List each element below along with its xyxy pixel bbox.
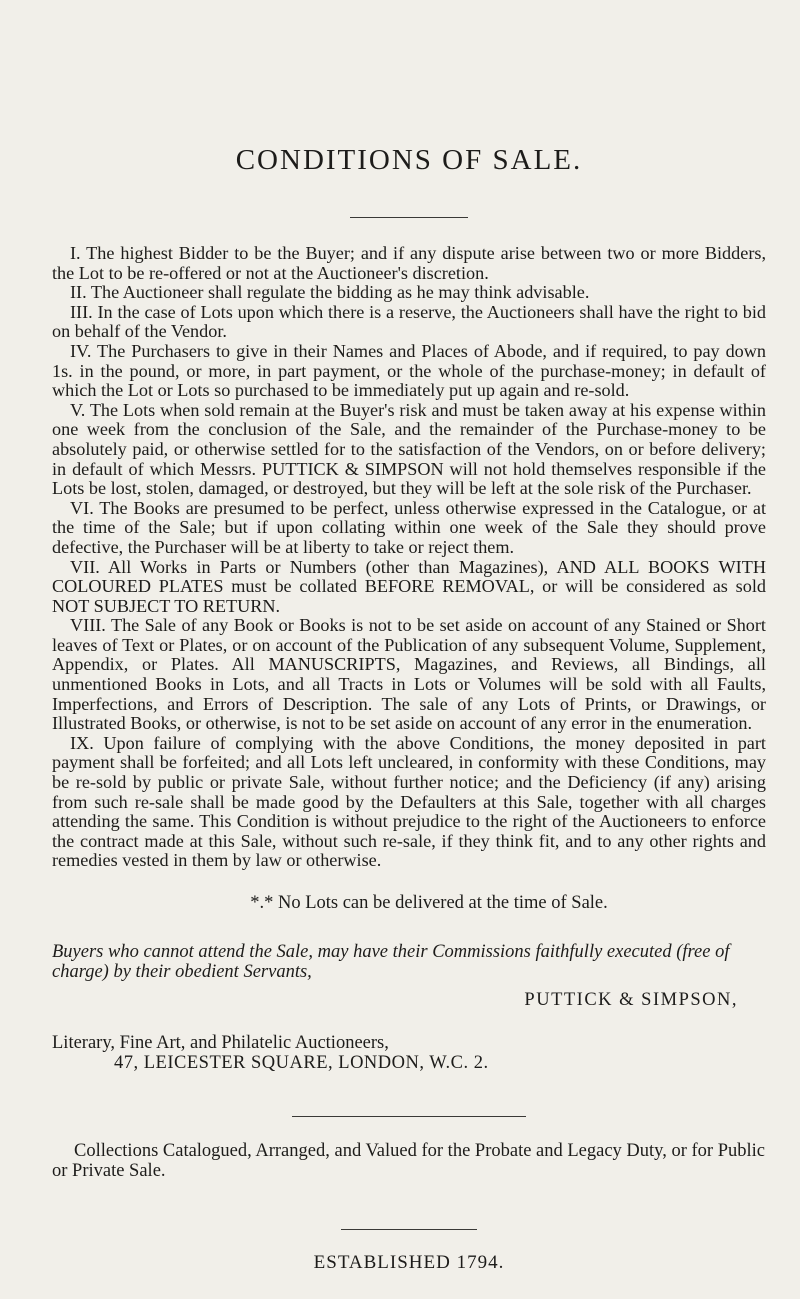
delivery-note: *.* No Lots can be delivered at the time of Sale. [250,893,608,913]
condition-5: V. The Lots when sold remain at the Buyer's risk and must be taken away at his expense within one week from the conclusion of the Sale, and the remainder of the Purchase-money to be absolutely paid, or otherwise settled for to the satisfaction of the Vendors, on or before delivery; in default of which Messrs. PUTTICK & SIMPSON will not hold themselves responsible if the Lots be lost, stolen, damaged, or destroyed, but they will be left at the sole risk of the Purchaser. [52,399,766,499]
condition-2: II. The Auctioneer shall regulate the bidding as he may think advisable. [70,282,590,303]
established-line: ESTABLISHED 1794. [313,1252,505,1273]
firm-address: 47, LEICESTER SQUARE, LONDON, W.C. 2. [114,1053,489,1073]
condition-3: III. In the case of Lots upon which there is a reserve, the Auctioneers shall have the right to bid on behalf of the Vendor. [52,301,766,342]
firm-name: PUTTICK & SIMPSON, [524,990,738,1010]
condition-7: VII. All Works in Parts or Numbers (other than Magazines), AND ALL BOOKS WITH COLOURED PLATES must be collated BEFORE REMOVAL, or will be considered as sold NOT SUBJECT TO RETURN. [52,556,766,616]
buyers-commission-note: Buyers who cannot attend the Sale, may have their Commissions faithfully executed (free of charge) by their obedient Servants, [52,942,730,982]
address-divider [292,1116,526,1117]
condition-4: IV. The Purchasers to give in their Names and Places of Abode, and if required, to pay down 1s. in the pound, or more, in part payment, or the whole of the purchase-money; in default of which the Lot or Lots so purchased to be immediately put up again and re-sold. [52,340,766,401]
condition-9: IX. Upon failure of complying with the above Conditions, the money deposited in part payment shall be forfeited; and all Lots left uncleared, in conformity with these Conditions, may be re-sold by public or private Sale, without further notice; and the Deficiency (if any) arising from such re-sale shall be made good by the Defaulters at this Sale, together with all charges attending the same. This Condition is without prejudice to the right of the Auctioneers to enforce the contract made at this Sale, without such re-sale, if they think fit, and to any other rights and remedies vested in them by law or otherwise. [52,732,766,871]
title-divider [350,217,468,218]
condition-6: VI. The Books are presumed to be perfect, unless otherwise expressed in the Catalogue, or at the time of the Sale; but if upon collating within one week of the Sale they should prove defective, the Purchaser will be at liberty to take or reject them. [52,497,766,557]
page-title: CONDITIONS OF SALE. [235,144,583,176]
condition-8: VIII. The Sale of any Book or Books is not to be set aside on account of any Stained or Short leaves of Text or Plates, or on account of the Publication of any subsequent Volume, Supplement, Appendix, or Plates. All MANUSCRIPTS, Magazines, and Reviews, all Bindings, all unmentioned Books in Lots, and all Tracts in Lots or Volumes will be sold with all Faults, Imperfections, and Errors of Description. The sale of any Lots of Prints, or Drawings, or Illustrated Books, or otherwise, is not to be set aside on account of any error in the enumeration. [52,615,766,734]
footer-divider [341,1229,477,1230]
collections-notice: Collections Catalogued, Arranged, and Valued for the Probate and Legacy Duty, or for Public or Private Sale. [52,1141,765,1181]
firm-profession: Literary, Fine Art, and Philatelic Auctioneers, [52,1033,389,1053]
condition-1: I. The highest Bidder to be the Buyer; and if any dispute arise between two or more Bidders, the Lot to be re-offered or not at the Auctioneer's discretion. [52,243,766,283]
conditions-list [52,244,766,871]
